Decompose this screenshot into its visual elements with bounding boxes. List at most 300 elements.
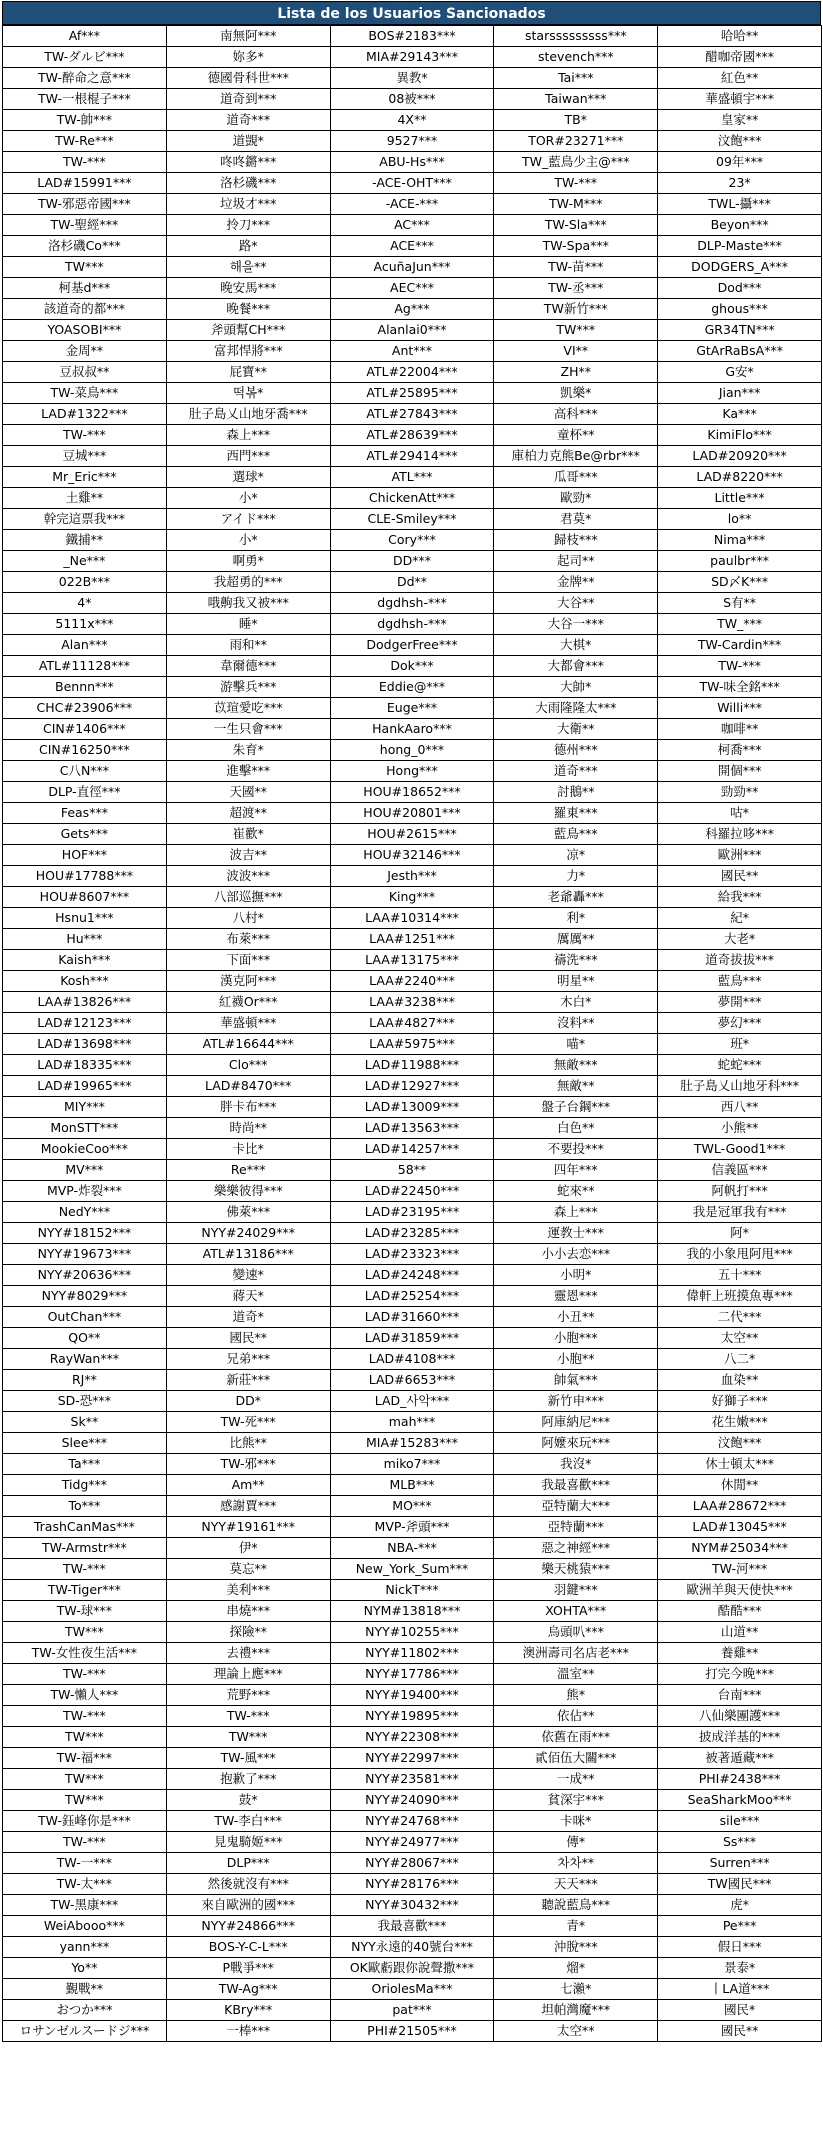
user-cell: RJ** [3, 1370, 167, 1391]
user-cell: Feas*** [3, 803, 167, 824]
user-cell: Ag*** [330, 299, 494, 320]
table-row [3, 1769, 822, 1790]
user-cell: 被著遁藏*** [658, 1748, 822, 1769]
user-cell: LAD#23285*** [330, 1223, 494, 1244]
user-cell: 德州*** [494, 740, 658, 761]
user-cell: 熊* [494, 1685, 658, 1706]
user-cell: MVP-斧頭*** [330, 1517, 494, 1538]
user-cell: TW-懶人*** [3, 1685, 167, 1706]
user-cell: mah*** [330, 1412, 494, 1433]
user-cell: 討鵝** [494, 782, 658, 803]
table-row [3, 1349, 822, 1370]
user-cell: NYY#19161*** [166, 1517, 330, 1538]
table-row [3, 341, 822, 362]
table-row [3, 1328, 822, 1349]
user-cell: TW-球*** [3, 1601, 167, 1622]
user-cell: 熘* [494, 1958, 658, 1979]
user-cell: 小丑** [494, 1307, 658, 1328]
user-cell: TW-M*** [494, 194, 658, 215]
table-row [3, 320, 822, 341]
user-cell: LAD#13563*** [330, 1118, 494, 1139]
user-cell: _Ne*** [3, 551, 167, 572]
user-cell: New_York_Sum*** [330, 1559, 494, 1580]
user-cell: 豆叔叔** [3, 362, 167, 383]
user-cell: NYY永遠的40號台*** [330, 1937, 494, 1958]
user-cell: TW-丞*** [494, 278, 658, 299]
table-body [3, 26, 822, 2042]
user-cell: 小胞*** [494, 1328, 658, 1349]
user-cell: Eddie@*** [330, 677, 494, 698]
user-cell: TW-Armstr*** [3, 1538, 167, 1559]
user-cell: 喵* [494, 1034, 658, 1055]
table-row [3, 1790, 822, 1811]
user-cell: HOU#17788*** [3, 866, 167, 887]
user-cell: TW-一根棍子*** [3, 89, 167, 110]
table-row [3, 1517, 822, 1538]
user-cell: 咕* [658, 803, 822, 824]
user-cell: TW-聖經*** [3, 215, 167, 236]
user-cell: HankAaro*** [330, 719, 494, 740]
user-cell: LAD#13045*** [658, 1517, 822, 1538]
table-row [3, 530, 822, 551]
user-cell: TOR#23271*** [494, 131, 658, 152]
user-cell: OutChan*** [3, 1307, 167, 1328]
user-cell: -ACE-*** [330, 194, 494, 215]
user-cell: 夢幻*** [658, 1013, 822, 1034]
user-cell: TW-*** [3, 152, 167, 173]
user-cell: TW-黑康*** [3, 1895, 167, 1916]
user-cell: 休士頓太*** [658, 1454, 822, 1475]
user-cell: 覲戰** [3, 1979, 167, 2000]
user-cell: ATL#28639*** [330, 425, 494, 446]
user-cell: 貧深宇*** [494, 1790, 658, 1811]
user-cell: 給我*** [658, 887, 822, 908]
table-row [3, 1307, 822, 1328]
user-cell: LAD#19965*** [3, 1076, 167, 1097]
user-cell: 披成洋基的*** [658, 1727, 822, 1748]
user-cell: 小明* [494, 1265, 658, 1286]
user-cell: Clo*** [166, 1055, 330, 1076]
user-cell: 洛杉磯*** [166, 173, 330, 194]
user-cell: 起司** [494, 551, 658, 572]
user-cell: 拎刀*** [166, 215, 330, 236]
user-cell: TW-河*** [658, 1559, 822, 1580]
user-cell: TW國民*** [658, 1874, 822, 1895]
user-cell: TWL-Good1*** [658, 1139, 822, 1160]
table-row [3, 1013, 822, 1034]
user-cell: 偉軒上班摸魚專*** [658, 1286, 822, 1307]
table-row [3, 2000, 822, 2021]
user-cell: 紀* [658, 908, 822, 929]
user-cell: TW-*** [494, 173, 658, 194]
user-cell: ATL#25895*** [330, 383, 494, 404]
user-cell: 妳多* [166, 47, 330, 68]
user-cell: LAD#12123*** [3, 1013, 167, 1034]
user-cell: 德國骨科世*** [166, 68, 330, 89]
user-cell: 國民** [166, 1328, 330, 1349]
user-cell: 大谷** [494, 593, 658, 614]
table-row [3, 467, 822, 488]
user-cell: 朱育* [166, 740, 330, 761]
user-cell: TB* [494, 110, 658, 131]
user-cell: hong_0*** [330, 740, 494, 761]
table-row [3, 698, 822, 719]
user-cell: 靈恩*** [494, 1286, 658, 1307]
user-cell: LAA#1251*** [330, 929, 494, 950]
user-cell: YOASOBI*** [3, 320, 167, 341]
table-row [3, 1055, 822, 1076]
user-cell: LAD#13698*** [3, 1034, 167, 1055]
user-cell: 垃圾才*** [166, 194, 330, 215]
user-cell: 西八** [658, 1097, 822, 1118]
user-cell: 金牌** [494, 572, 658, 593]
user-cell: TW-Tiger*** [3, 1580, 167, 1601]
user-cell: TW-Cardin*** [658, 635, 822, 656]
table-row [3, 1580, 822, 1601]
user-cell: LAD#31660*** [330, 1307, 494, 1328]
user-cell: 班* [658, 1034, 822, 1055]
user-cell: 阿嬤來玩*** [494, 1433, 658, 1454]
user-cell: ACE*** [330, 236, 494, 257]
user-cell: 美利*** [166, 1580, 330, 1601]
table-row [3, 845, 822, 866]
user-cell: 太空** [658, 1328, 822, 1349]
table-row [3, 1286, 822, 1307]
user-cell: Alan*** [3, 635, 167, 656]
table-row [3, 950, 822, 971]
user-cell: TW-邪*** [166, 1454, 330, 1475]
user-cell: 厲厲** [494, 929, 658, 950]
user-cell: TW-*** [3, 1559, 167, 1580]
user-cell: Nima*** [658, 530, 822, 551]
user-cell: ABU-Hs*** [330, 152, 494, 173]
user-cell: 理論上應*** [166, 1664, 330, 1685]
user-cell: -ACE-OHT*** [330, 173, 494, 194]
user-cell: Dd** [330, 572, 494, 593]
user-cell: PHI#2438*** [658, 1769, 822, 1790]
user-cell: TW-一*** [3, 1853, 167, 1874]
user-cell: AcuñaJun*** [330, 257, 494, 278]
user-cell: 國民** [658, 866, 822, 887]
user-cell: TW*** [494, 320, 658, 341]
user-cell: 童杯** [494, 425, 658, 446]
user-cell: NYY#24866*** [166, 1916, 330, 1937]
user-cell: 幹完這票我*** [3, 509, 167, 530]
table-row [3, 992, 822, 1013]
user-cell: ZH** [494, 362, 658, 383]
user-cell: 運教士*** [494, 1223, 658, 1244]
user-cell: 道覬* [166, 131, 330, 152]
user-cell: OK歐虧跟你說聲撒*** [330, 1958, 494, 1979]
user-cell: 58** [330, 1160, 494, 1181]
user-cell: LAD#18335*** [3, 1055, 167, 1076]
user-cell: King*** [330, 887, 494, 908]
user-cell: 青* [494, 1916, 658, 1937]
user-cell: NYY#24090*** [330, 1790, 494, 1811]
user-cell: TW-李白*** [166, 1811, 330, 1832]
user-cell: 新竹申*** [494, 1391, 658, 1412]
user-cell: SD〆K*** [658, 572, 822, 593]
user-cell: TW*** [3, 1727, 167, 1748]
user-cell: NYY#19895*** [330, 1706, 494, 1727]
user-cell: 禱洗*** [494, 950, 658, 971]
user-cell: LAA#2240*** [330, 971, 494, 992]
user-cell: TW-*** [3, 1832, 167, 1853]
sheet-title: Lista de los Usuarios Sancionados [2, 1, 821, 25]
user-cell: LAA#13826*** [3, 992, 167, 1013]
user-cell: DodgerFree*** [330, 635, 494, 656]
user-cell: 阿庫納尼*** [494, 1412, 658, 1433]
user-cell: ATL#29414*** [330, 446, 494, 467]
user-cell: ロサンゼルスードジ*** [3, 2021, 167, 2042]
user-cell: 庫柏力克熊Be@rbr*** [494, 446, 658, 467]
table-row [3, 236, 822, 257]
user-cell: ATL#22004*** [330, 362, 494, 383]
user-cell: 天天*** [494, 1874, 658, 1895]
user-cell: ATL#27843*** [330, 404, 494, 425]
user-cell: 溫室** [494, 1664, 658, 1685]
user-cell: 白色** [494, 1118, 658, 1139]
user-cell: 四年*** [494, 1160, 658, 1181]
user-cell: 凉* [494, 845, 658, 866]
user-cell: 選球* [166, 467, 330, 488]
user-cell: LAD#24248*** [330, 1265, 494, 1286]
user-cell: 沒料** [494, 1013, 658, 1034]
user-cell: 不要投*** [494, 1139, 658, 1160]
user-cell: LAD_사악*** [330, 1391, 494, 1412]
user-cell: SD-恐*** [3, 1391, 167, 1412]
table-row [3, 1412, 822, 1433]
user-cell: 傳* [494, 1832, 658, 1853]
user-cell: 土雞** [3, 488, 167, 509]
user-cell: LAD#23323*** [330, 1244, 494, 1265]
user-cell: 大棋* [494, 635, 658, 656]
table-row [3, 1097, 822, 1118]
user-cell: starsssssssss*** [494, 26, 658, 47]
user-cell: Af*** [3, 26, 167, 47]
user-cell: OriolesMa*** [330, 1979, 494, 2000]
user-cell: 道奇到*** [166, 89, 330, 110]
user-cell: 晚安馬*** [166, 278, 330, 299]
user-cell: Bennn*** [3, 677, 167, 698]
user-cell: DD* [166, 1391, 330, 1412]
user-cell: GtArRaBsA*** [658, 341, 822, 362]
user-cell: 富邦悍將*** [166, 341, 330, 362]
user-cell: Surren*** [658, 1853, 822, 1874]
user-cell: C八N*** [3, 761, 167, 782]
user-cell: TW-*** [166, 1706, 330, 1727]
user-cell: NYY#11802*** [330, 1643, 494, 1664]
user-cell: TW*** [3, 1769, 167, 1790]
user-cell: S有** [658, 593, 822, 614]
user-cell: 依佔** [494, 1706, 658, 1727]
user-cell: LAA#3238*** [330, 992, 494, 1013]
user-cell: sile*** [658, 1811, 822, 1832]
user-cell: 道奇*** [166, 110, 330, 131]
user-cell: 羽鍵*** [494, 1580, 658, 1601]
user-cell: 道奇*** [494, 761, 658, 782]
user-cell: LAD#4108*** [330, 1349, 494, 1370]
user-cell: Hong*** [330, 761, 494, 782]
user-cell: LAD#1322*** [3, 404, 167, 425]
user-cell: 凱樂* [494, 383, 658, 404]
user-cell: 八仙樂團護*** [658, 1706, 822, 1727]
table-row [3, 1559, 822, 1580]
user-cell: TW-味全銘*** [658, 677, 822, 698]
user-cell: 一成** [494, 1769, 658, 1790]
user-cell: LAD#31859*** [330, 1328, 494, 1349]
user-cell: CHC#23906*** [3, 698, 167, 719]
user-cell: 森上*** [166, 425, 330, 446]
user-cell: 老爺轟*** [494, 887, 658, 908]
table-row [3, 278, 822, 299]
user-cell: 羅東*** [494, 803, 658, 824]
user-cell: HOF*** [3, 845, 167, 866]
user-cell: 卡咪* [494, 1811, 658, 1832]
table-row [3, 614, 822, 635]
table-row [3, 1853, 822, 1874]
user-cell: 鐵捕** [3, 530, 167, 551]
user-cell: 七瀨* [494, 1979, 658, 2000]
user-cell: 變速* [166, 1265, 330, 1286]
user-cell: 雨和** [166, 635, 330, 656]
user-cell: LAD#13009*** [330, 1097, 494, 1118]
user-cell: CLE-Smiley*** [330, 509, 494, 530]
user-cell: TW-太*** [3, 1874, 167, 1895]
table-row [3, 1664, 822, 1685]
table-row [3, 782, 822, 803]
table-row [3, 68, 822, 89]
user-cell: 新莊*** [166, 1370, 330, 1391]
table-row [3, 824, 822, 845]
user-cell: Willi*** [658, 698, 822, 719]
user-cell: 丨LA道*** [658, 1979, 822, 2000]
user-cell: RayWan*** [3, 1349, 167, 1370]
user-cell: 君莫* [494, 509, 658, 530]
table-row [3, 1265, 822, 1286]
table-row [3, 1160, 822, 1181]
user-cell: 醋咖帝國*** [658, 47, 822, 68]
user-cell: 游擊兵*** [166, 677, 330, 698]
table-row [3, 488, 822, 509]
user-cell: Kaish*** [3, 950, 167, 971]
table-row [3, 1727, 822, 1748]
user-cell: 屁寶** [166, 362, 330, 383]
user-cell: 超渡** [166, 803, 330, 824]
user-cell: HOU#8607*** [3, 887, 167, 908]
table-row [3, 887, 822, 908]
user-cell: TW-*** [658, 656, 822, 677]
table-row [3, 1370, 822, 1391]
user-cell: 哈哈** [658, 26, 822, 47]
user-cell: NYY#20636*** [3, 1265, 167, 1286]
user-cell: 抱歉了*** [166, 1769, 330, 1790]
user-cell: DD*** [330, 551, 494, 572]
table-row [3, 1433, 822, 1454]
user-cell: ATL#11128*** [3, 656, 167, 677]
table-row [3, 803, 822, 824]
user-cell: HOU#32146*** [330, 845, 494, 866]
user-cell: 小* [166, 530, 330, 551]
user-cell: ATL#16644*** [166, 1034, 330, 1055]
user-cell: 依舊在雨*** [494, 1727, 658, 1748]
table-row [3, 152, 822, 173]
user-cell: 紅色** [658, 68, 822, 89]
user-cell: 我最喜歡*** [494, 1475, 658, 1496]
user-cell: 進擊*** [166, 761, 330, 782]
user-cell: TW_*** [658, 614, 822, 635]
user-cell: NYY#24977*** [330, 1832, 494, 1853]
user-cell: Am** [166, 1475, 330, 1496]
user-cell: 夢開*** [658, 992, 822, 1013]
table-row [3, 1832, 822, 1853]
user-cell: paulbr*** [658, 551, 822, 572]
user-cell: 大雨隆隆太*** [494, 698, 658, 719]
table-row [3, 2021, 822, 2042]
user-cell: TW*** [3, 257, 167, 278]
user-cell: TW-風*** [166, 1748, 330, 1769]
user-cell: 比熊** [166, 1433, 330, 1454]
table-row [3, 194, 822, 215]
user-cell: 我的小象甩阿甩*** [658, 1244, 822, 1265]
user-cell: 時尚** [166, 1118, 330, 1139]
table-row [3, 740, 822, 761]
table-row [3, 1223, 822, 1244]
user-cell: 明星** [494, 971, 658, 992]
user-cell: MIY*** [3, 1097, 167, 1118]
user-cell: 苡瑄愛吃*** [166, 698, 330, 719]
table-row [3, 677, 822, 698]
user-cell: NYM#25034*** [658, 1538, 822, 1559]
user-cell: 汶飽*** [658, 131, 822, 152]
user-cell: ChickenAtt*** [330, 488, 494, 509]
table-row [3, 866, 822, 887]
user-cell: LAD#11988*** [330, 1055, 494, 1076]
user-cell: TW*** [3, 1622, 167, 1643]
user-cell: DLP*** [166, 1853, 330, 1874]
user-cell: 藍鳥*** [494, 824, 658, 845]
user-cell: AEC*** [330, 278, 494, 299]
user-cell: 沖脫*** [494, 1937, 658, 1958]
user-cell: 景泰* [658, 1958, 822, 1979]
user-cell: 帥氣*** [494, 1370, 658, 1391]
user-cell: TW-*** [3, 1706, 167, 1727]
user-cell: VI** [494, 341, 658, 362]
user-cell: PHI#21505*** [330, 2021, 494, 2042]
user-cell: 坦帕灣魔*** [494, 2000, 658, 2021]
user-cell: LAA#4827*** [330, 1013, 494, 1034]
table-row [3, 1034, 822, 1055]
user-cell: 八部巡撫*** [166, 887, 330, 908]
user-cell: QO** [3, 1328, 167, 1349]
user-cell: おつか*** [3, 2000, 167, 2021]
user-cell: 해을** [166, 257, 330, 278]
user-cell: 台南*** [658, 1685, 822, 1706]
table-row [3, 635, 822, 656]
user-cell: stevench*** [494, 47, 658, 68]
sanctioned-users-sheet [2, 1, 821, 2042]
user-cell: 08被*** [330, 89, 494, 110]
user-cell: 漢克阿*** [166, 971, 330, 992]
user-cell: NYY#19400*** [330, 1685, 494, 1706]
user-cell: 亞特蘭大*** [494, 1496, 658, 1517]
user-cell: 022B*** [3, 572, 167, 593]
user-cell: TW-ダルビ*** [3, 47, 167, 68]
user-cell: 我沒* [494, 1454, 658, 1475]
user-cell: 阿* [658, 1223, 822, 1244]
user-cell: NYY#17786*** [330, 1664, 494, 1685]
user-cell: 小小去恋*** [494, 1244, 658, 1265]
